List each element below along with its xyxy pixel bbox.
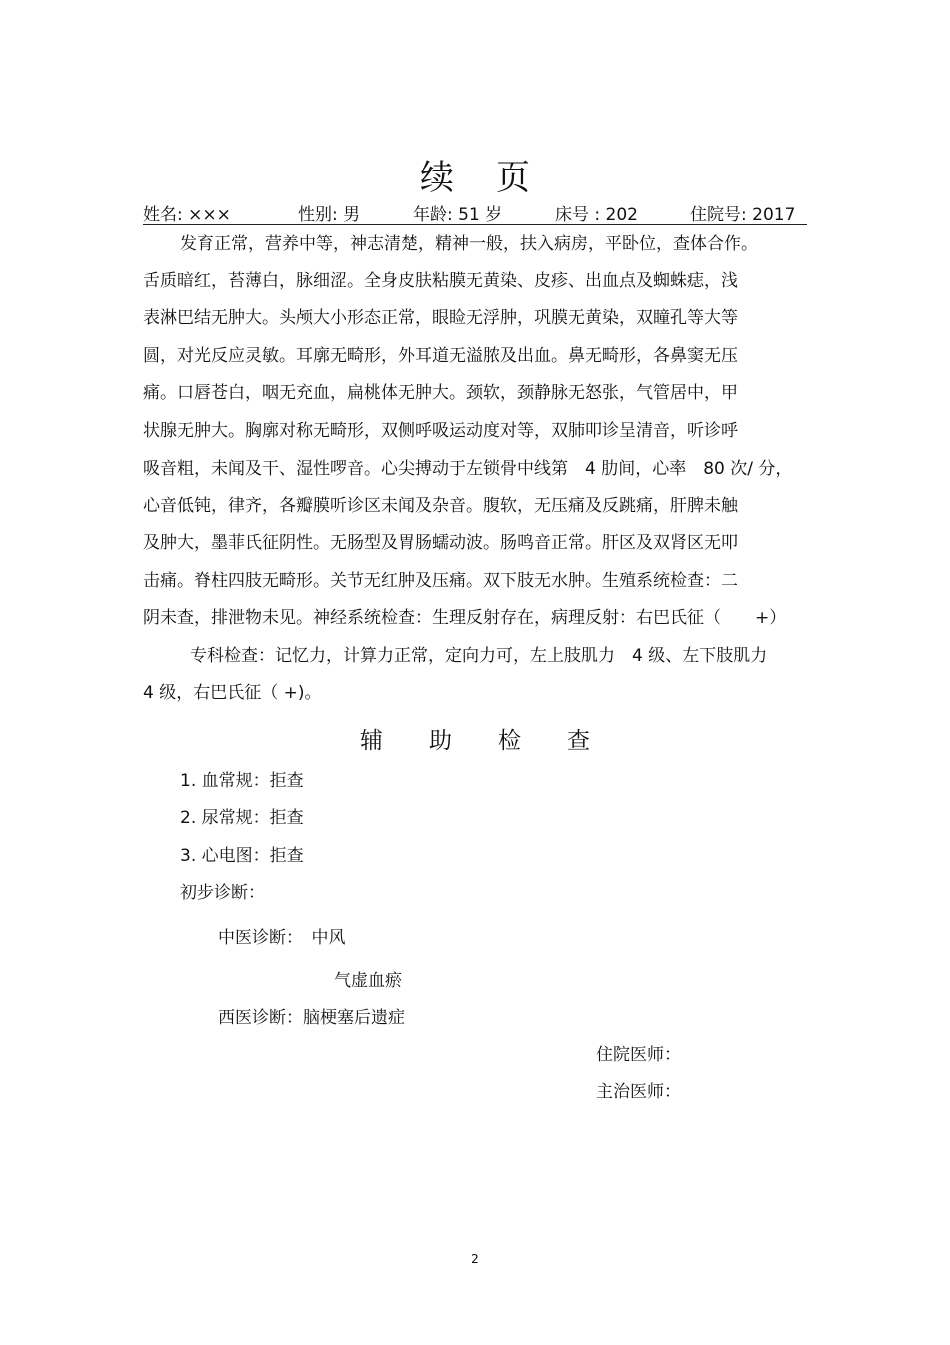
exam-line: 及肿大，墨菲氏征阴性。无肠型及胃肠蠕动波。肠鸣音正常。肝区及双肾区无叩: [143, 533, 738, 553]
specialist-exam-line: 4 级，右巴氏征（ +)。: [143, 683, 322, 703]
aux-exam-title: 辅助检查: [360, 728, 636, 754]
aux-item: 1. 血常规：拒查: [180, 771, 304, 791]
specialist-exam-line: 专科检查：记忆力，计算力正常，定向力可，左上肢肌力 4 级、左下肢肌力: [190, 646, 768, 666]
patient-header: [143, 198, 807, 225]
exam-line: 状腺无肿大。胸廓对称无畸形，双侧呼吸运动度对等，双肺叩诊呈清音，听诊呼: [143, 421, 738, 441]
exam-line: 吸音粗，未闻及干、湿性啰音。心尖搏动于左锁骨中线第 4 肋间，心率 80 次/ 分，: [143, 459, 793, 479]
aux-item: 3. 心电图：拒查: [180, 846, 304, 866]
western-diagnosis: 西医诊断：脑梗塞后遗症: [218, 1008, 405, 1028]
patient-name: 姓名: ×××: [143, 205, 231, 225]
exam-line: 舌质暗红，苔薄白，脉细涩。全身皮肤粘膜无黄染、皮疹、出血点及蜘蛛痣，浅: [143, 271, 738, 291]
exam-line: 阴未查，排泄物未见。神经系统检查：生理反射存在，病理反射：右巴氏征（ +）: [143, 608, 787, 628]
bed-number: 床号 : 202: [555, 205, 638, 225]
exam-line: 圆，对光反应灵敏。耳廓无畸形，外耳道无溢脓及出血。鼻无畸形，各鼻窦无压: [143, 346, 738, 366]
attending-physician-label: 主治医师：: [596, 1082, 681, 1102]
exam-line: 心音低钝，律齐，各瓣膜听诊区未闻及杂音。腹软，无压痛及反跳痛，肝脾未触: [143, 496, 738, 516]
admission-number: 住院号: 2017: [690, 205, 796, 225]
prelim-diagnosis-label: 初步诊断：: [180, 883, 265, 903]
patient-sex: 性别: 男: [298, 205, 361, 225]
tcm-diagnosis: 中医诊断： 中风: [218, 928, 346, 948]
resident-physician-label: 住院医师：: [596, 1045, 681, 1065]
patient-age: 年龄: 51 岁: [413, 205, 503, 225]
page-number: 2: [471, 1252, 479, 1266]
exam-line: 发育正常，营养中等，神志清楚，精神一般，扶入病房，平卧位，查体合作。: [180, 234, 758, 254]
page-title: 续页: [420, 158, 572, 198]
exam-line: 痛。口唇苍白，咽无充血，扁桃体无肿大。颈软，颈静脉无怒张，气管居中，甲: [143, 383, 738, 403]
tcm-pattern: 气虚血瘀: [334, 971, 402, 991]
exam-line: 表淋巴结无肿大。头颅大小形态正常，眼睑无浮肿，巩膜无黄染，双瞳孔等大等: [143, 308, 738, 328]
exam-line: 击痛。脊柱四肢无畸形。关节无红肿及压痛。双下肢无水肿。生殖系统检查：二: [143, 571, 738, 591]
aux-item: 2. 尿常规：拒查: [180, 808, 304, 828]
